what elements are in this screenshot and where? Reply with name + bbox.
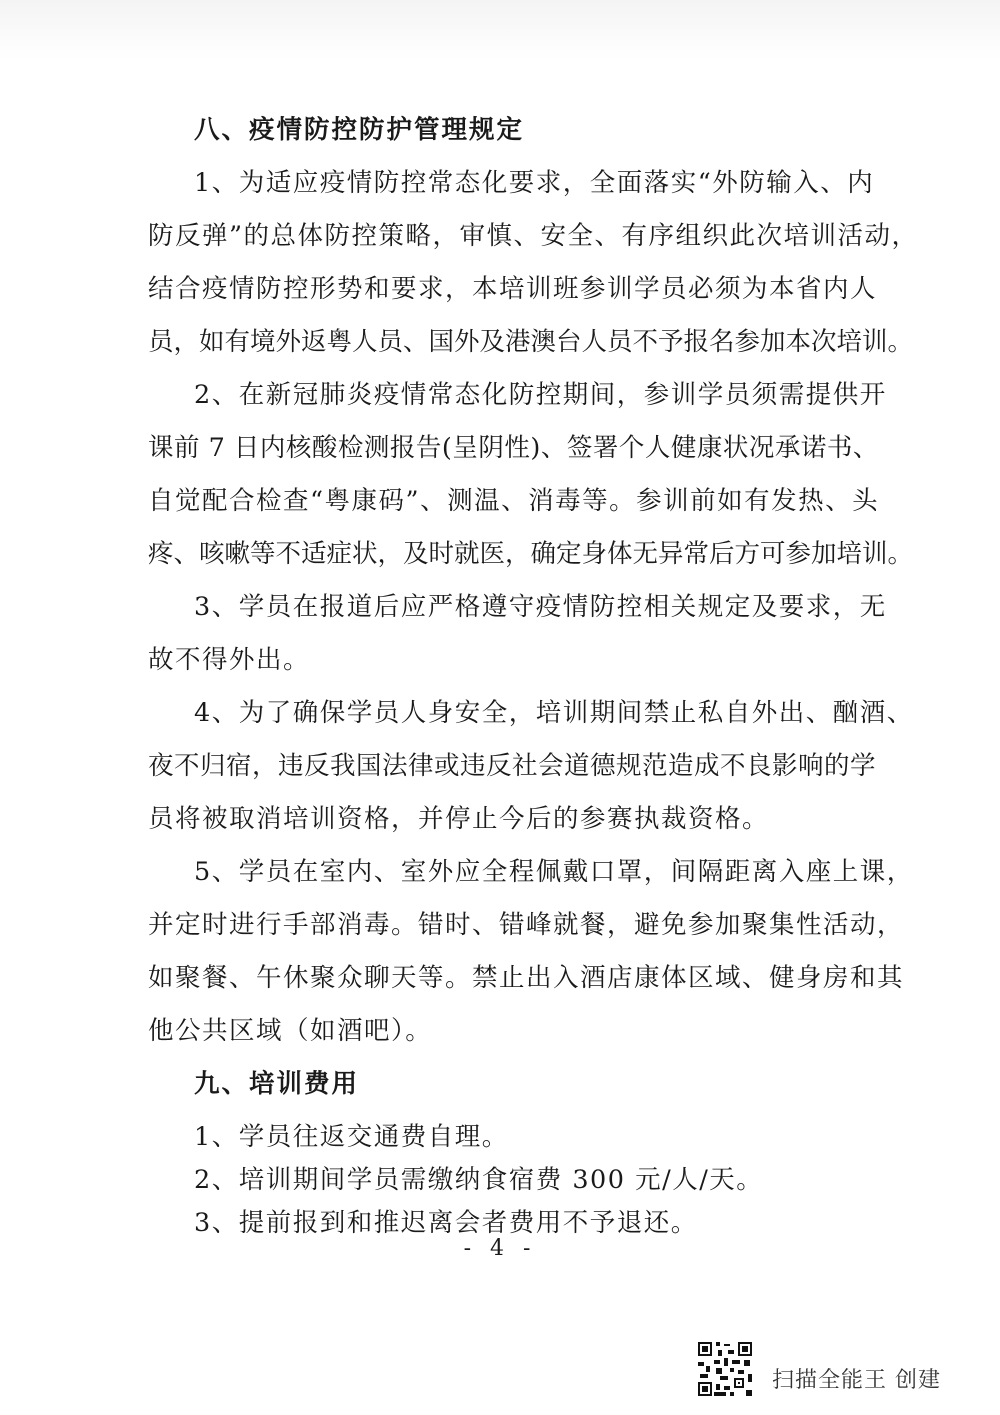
section-8-title: 八、疫情防控防护管理规定 (194, 115, 525, 145)
paragraph-line: 课前 7 日内核酸检测报告(呈阴性)、签署个人健康状况承诺书、 (148, 433, 879, 463)
paragraph-line: 疼、咳嗽等不适症状，及时就医，确定身体无异常后方可参加培训。 (148, 539, 914, 569)
watermark-text: 扫描全能王 创建 (772, 1368, 941, 1393)
section-9-title: 九、培训费用 (194, 1069, 360, 1099)
paragraph-line: 故不得外出。 (148, 645, 311, 675)
paragraph-line: 并定时进行手部消毒。错时、错峰就餐，避免参加聚集性活动， (148, 910, 905, 940)
paragraph-line: 自觉配合检查“粤康码”、测温、消毒等。参训前如有发热、头 (148, 486, 880, 516)
qr-code-icon (696, 1340, 754, 1398)
paragraph-line: 4、为了确保学员人身安全，培训期间禁止私自外出、酗酒、 (194, 698, 914, 728)
paragraph-line: 如聚餐、午休聚众聊天等。禁止出入酒店康体区域、健身房和其 (148, 963, 905, 993)
paragraph-line: 结合疫情防控形势和要求，本培训班参训学员必须为本省内人 (148, 274, 878, 304)
paragraph-line: 夜不归宿，违反我国法律或违反社会道德规范造成不良影响的学 (148, 751, 877, 781)
paragraph-line: 员将被取消培训资格，并停止今后的参赛执裁资格。 (148, 804, 770, 834)
page-number: - 4 - (463, 1236, 537, 1261)
paragraph-line: 2、在新冠肺炎疫情常态化防控期间，参训学员须需提供开 (194, 380, 887, 410)
paragraph-line: 员，如有境外返粤人员、国外及港澳台人员不予报名参加本次培训。 (148, 327, 914, 357)
scan-shade (0, 0, 1000, 60)
paragraph-line: 5、学员在室内、室外应全程佩戴口罩，间隔距离入座上课， (194, 857, 914, 887)
paragraph-line: 防反弹”的总体防控策略，审慎、安全、有序组织此次培训活动， (148, 221, 919, 251)
paragraph-line: 3、提前报到和推迟离会者费用不予退还。 (194, 1208, 698, 1238)
paragraph-line: 1、为适应疫情防控常态化要求，全面落实“外防输入、内 (194, 168, 875, 198)
scanner-watermark (696, 1336, 941, 1398)
paragraph-line: 他公共区域（如酒吧）。 (148, 1016, 433, 1046)
paragraph-line: 3、学员在报道后应严格遵守疫情防控相关规定及要求，无 (194, 592, 887, 622)
paragraph-line: 2、培训期间学员需缴纳食宿费 300 元/人/天。 (194, 1165, 764, 1195)
paragraph-line: 1、学员往返交通费自理。 (194, 1122, 509, 1152)
